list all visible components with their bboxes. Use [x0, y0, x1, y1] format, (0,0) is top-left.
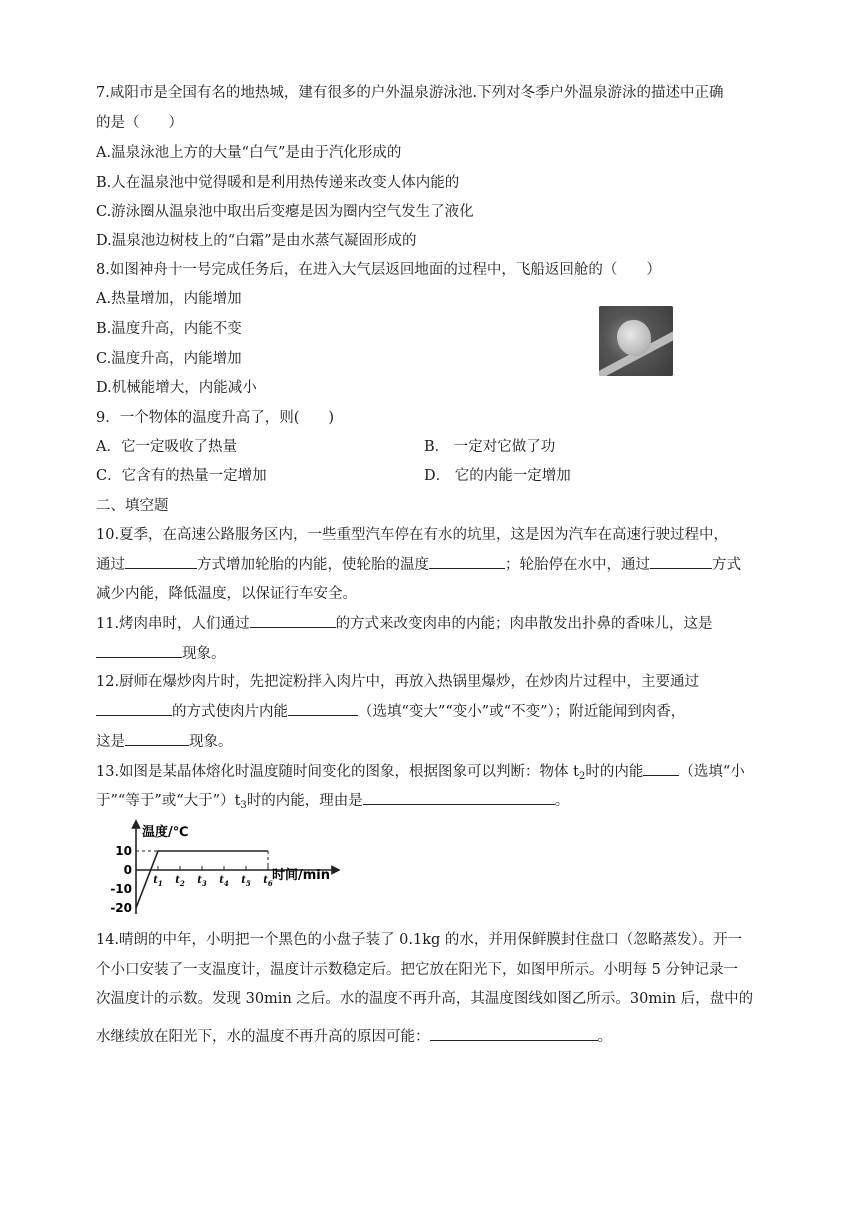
q7-option-c: C.游泳圈从温泉池中取出后变瘪是因为圈内空气发生了液化: [96, 204, 474, 220]
blank[interactable]: [429, 554, 505, 569]
blank[interactable]: [125, 554, 197, 569]
q14-line2: 个小口安装了一支温度计，温度计示数稳定后。把它放在阳光下，如图甲所示。小明每 5 分钟记录一: [96, 962, 738, 978]
blank[interactable]: [430, 1026, 598, 1041]
x-tick-label: $t_1$: [153, 875, 163, 888]
q10-line2: 通过 方式增加轮胎的内能，使轮胎的温度 ；轮胎停在水中，通过 方式: [96, 554, 741, 575]
q10-line1: 10.夏季，在高速公路服务区内，一些重型汽车停在有水的坑里，这是因为汽车在高速行驶过程中，: [96, 527, 729, 543]
q8-option-a: A.热量增加，内能增加: [96, 291, 242, 307]
x-tick-label: $t_6$: [263, 875, 273, 888]
y-tick-label: -10: [110, 882, 132, 896]
blank[interactable]: [643, 761, 679, 776]
blank[interactable]: [288, 701, 358, 716]
q11-line1: 11.烤肉串时，人们通过 的方式来改变肉串的内能；肉串散发出扑鼻的香味儿，这是: [96, 613, 713, 634]
q8-option-d: D.机械能增大，内能减小: [96, 380, 257, 396]
q8-option-b: B.温度升高，内能不变: [96, 321, 242, 337]
q7-stem-line2: 的是（ ）: [96, 115, 183, 131]
q14-line4: 水继续放在阳光下，水的温度不再升高的原因可能： 。: [96, 1026, 612, 1047]
capsule-icon: [617, 320, 651, 356]
blank[interactable]: [125, 731, 189, 746]
q7-option-d: D.温泉池边树枝上的“白霜”是由水蒸气凝固形成的: [96, 233, 417, 249]
blank[interactable]: [363, 790, 555, 805]
x-tick-label: $t_3$: [197, 875, 207, 888]
melting-graph: [100, 818, 340, 918]
x-tick-label: $t_5$: [241, 875, 251, 888]
blank[interactable]: [650, 554, 712, 569]
q11-line2: 现象。: [96, 643, 226, 664]
blank[interactable]: [96, 701, 172, 716]
capsule-photo: [599, 306, 673, 376]
section-heading: 二、填空题: [96, 498, 169, 514]
q13-line2: 于”“等于”或“大于$”)t_3$时的内能，理由是 。: [96, 790, 569, 816]
q7-option-b: B.人在温泉池中觉得暖和是利用热传递来改变人体内能的: [96, 175, 460, 191]
q9-option-d: D． 它的内能一定增加: [424, 468, 571, 484]
y-tick-label: -20: [110, 901, 132, 915]
blank[interactable]: [96, 643, 182, 658]
q13-line1: 13.如图是某晶体熔化时温度随时间变化的图象，根据图象可以判断：物体 $t_2$时的内能 （选填“小: [96, 761, 745, 787]
x-axis-label: 时间/min: [272, 868, 331, 883]
x-tick-label: $t_2$: [175, 875, 185, 888]
q9-option-c: C．它含有的热量一定增加: [96, 468, 267, 484]
q8-option-c: C.温度升高，内能增加: [96, 351, 242, 367]
blank[interactable]: [250, 613, 336, 628]
q10-line3: 减少内能，降低温度，以保证行车安全。: [96, 586, 357, 602]
y-tick-label: 10: [115, 844, 132, 858]
q14-line1: 14.晴朗的中年，小明把一个黑色的小盘子装了 0.1kg 的水，并用保鲜膜封住盘口（忽略蒸发）。开一: [96, 932, 743, 948]
x-tick-label: $t_4$: [219, 875, 229, 888]
q14-line3: 次温度计的示数。发现 30min 之后。水的温度不再升高，其温度图线如图乙所示。30min 后，盘中的: [96, 991, 754, 1007]
y-axis-label: 温度/℃: [142, 825, 189, 840]
q8-stem: 8.如图神舟十一号完成任务后，在进入大气层返回地面的过程中，飞船返回舱的（ ）: [96, 262, 661, 278]
q9-stem: 9．一个物体的温度升高了，则( ): [96, 410, 335, 426]
q7-option-a: A.温泉泳池上方的大量“白气”是由于汽化形成的: [96, 145, 402, 161]
q12-line3: 这是 现象。: [96, 731, 233, 752]
q12-line1: 12.厨师在爆炒肉片时，先把淀粉拌入肉片中，再放入热锅里爆炒，在炒肉片过程中，主要通过: [96, 674, 700, 690]
q7-stem-line1: 7.咸阳市是全国有名的地热城，建有很多的户外温泉游泳池.下列对冬季户外温泉游泳的描述中正确: [96, 85, 724, 101]
y-tick-label: 0: [123, 863, 132, 877]
q9-option-a: A．它一定吸收了热量: [96, 439, 237, 455]
q12-line2: 的方式使肉片内能 （选填“变大”“变小”或“不变”）；附近能闻到肉香，: [96, 701, 685, 722]
q9-option-b: B． 一定对它做了功: [424, 439, 556, 455]
